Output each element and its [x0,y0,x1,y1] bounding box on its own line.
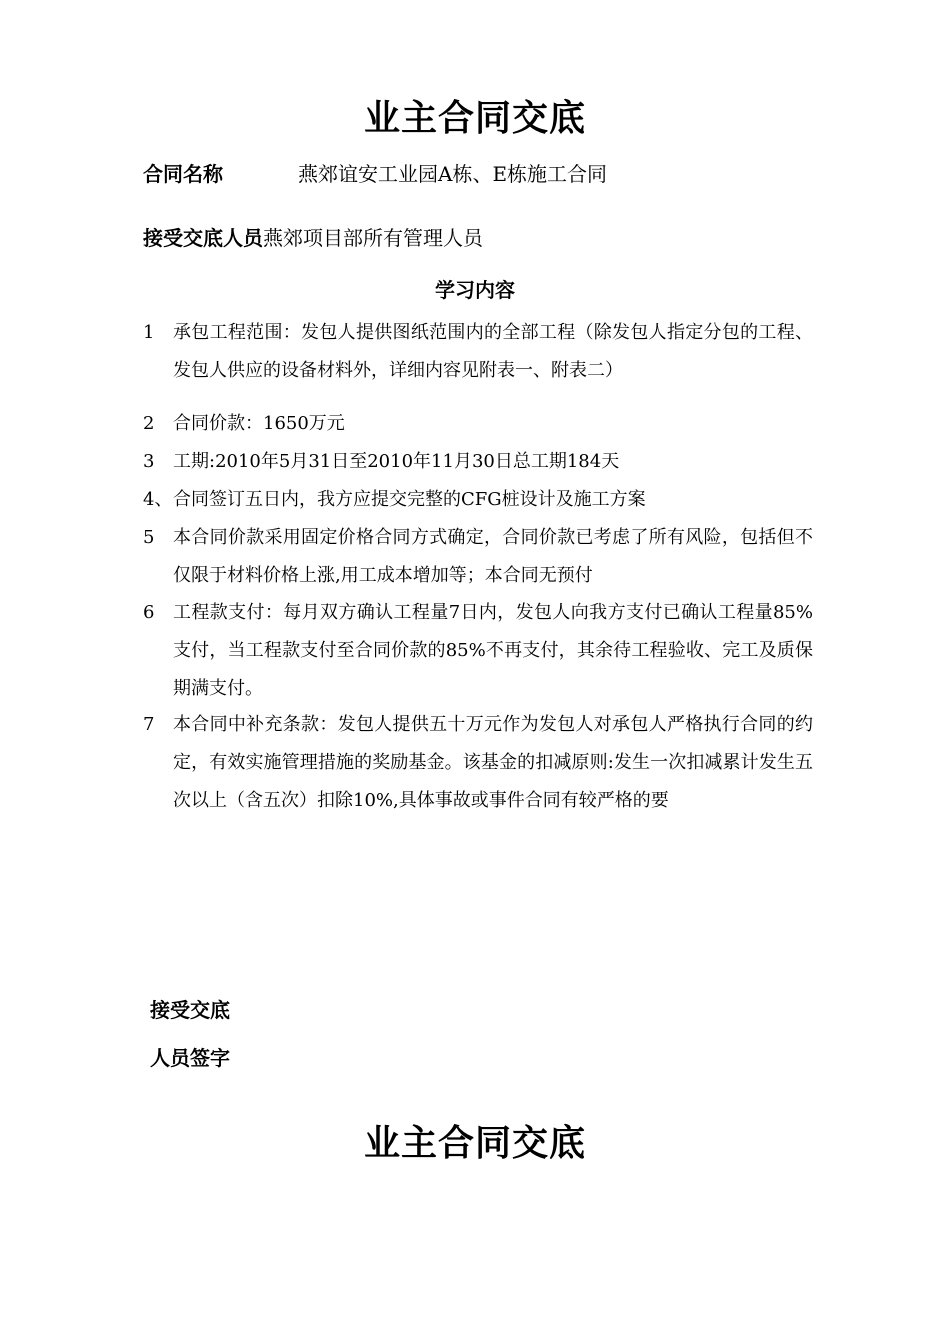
list-item [143,481,813,519]
list-item [143,519,813,595]
item-number: 1 [143,322,155,343]
page-title-repeat: 业主合同交底 [363,1122,586,1164]
list-item [143,314,813,390]
item-number: 2 [143,413,155,434]
item-text: 合同签订五日内，我方应提交完整的CFG桩设计及施工方案 [173,489,646,510]
contract-name-value: 燕郊谊安工业园A栋、E栋施工合同 [298,162,608,186]
list-item [143,594,813,708]
item-text: 合同价款：1650万元 [173,413,345,434]
item-text: 工期:2010年5月31日至2010年11月30日总工期184天 [173,451,620,472]
list-item [143,443,813,481]
item-text: 工程款支付：每月双方确认工程量7日内，发包人向我方支付已确认工程量85%支付，当工程款支付至合同价款的85%不再支付，其余待工程验收、完工及质保期满支付。 [173,602,813,699]
list-item [143,706,813,820]
receiver-row [143,222,483,251]
contract-name-row [143,158,608,187]
section-heading: 学习内容 [435,278,515,302]
receiver-value: 燕郊项目部所有管理人员 [263,226,483,250]
item-number: 5 [143,527,155,548]
page-title: 业主合同交底 [363,97,586,139]
receiver-label: 接受交底人员 [143,226,263,250]
list-item [143,405,813,443]
item-number: 6 [143,602,155,623]
item-number: 3 [143,451,155,472]
signature-label-line2: 人员签字 [150,1046,230,1070]
item-number: 4、 [143,489,173,510]
item-text: 本合同中补充条款：发包人提供五十万元作为发包人对承包人严格执行合同的约定，有效实施管理措施的奖励基金。该基金的扣减原则:发生一次扣减累计发生五次以上（含五次）扣除10%,具体事故或事件合同有较严格的要 [173,714,813,811]
item-number: 7 [143,714,155,735]
item-text: 本合同价款采用固定价格合同方式确定，合同价款已考虑了所有风险，包括但不仅限于材料价格上涨,用工成本增加等；本合同无预付 [173,527,813,586]
contract-name-label: 合同名称 [143,162,223,186]
item-text: 承包工程范围：发包人提供图纸范围内的全部工程（除发包人指定分包的工程、发包人供应的设备材料外，详细内容见附表一、附表二） [173,322,813,381]
signature-label-line1: 接受交底 [150,998,230,1022]
